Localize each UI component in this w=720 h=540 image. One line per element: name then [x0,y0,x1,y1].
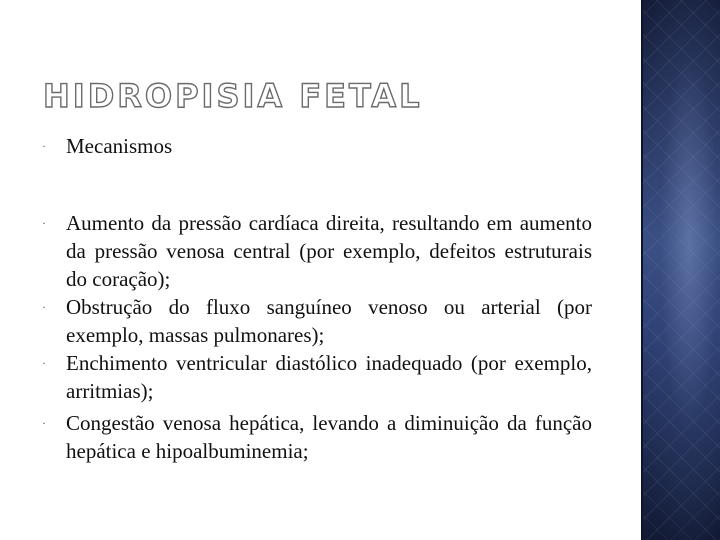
slide-title: HIDROPISIA FETAL [43,77,423,115]
bullet-icon: · [42,356,46,370]
bullet-text: Obstrução do fluxo sanguíneo venoso ou arterial (por exemplo, massas pulmonares); [66,295,592,347]
bullet-icon: · [42,300,46,314]
bullet-item-congestao-hepatica [42,409,592,465]
bullet-text: Mecanismos [66,134,173,158]
bullet-text: Congestão venosa hepática, levando a diminuição da função hepática e hipoalbuminemia; [66,411,592,463]
bullet-icon: · [42,139,46,153]
bullet-item-pressao-cardiaca [42,209,592,293]
decorative-side-panel [641,0,720,540]
bullet-item-enchimento-ventricular [42,349,592,405]
bullet-icon: · [42,416,46,430]
bullet-text: Enchimento ventricular diastólico inadequado (por exemplo, arritmias); [66,351,592,403]
bullet-item-obstrucao-fluxo [42,293,592,349]
bullet-text: Aumento da pressão cardíaca direita, resultando em aumento da pressão venosa central (por exemplo, defeitos estruturais do coração); [66,211,592,291]
bullet-icon: · [42,216,46,230]
bullet-list [42,132,592,465]
bullet-item-mecanismos [42,132,592,160]
